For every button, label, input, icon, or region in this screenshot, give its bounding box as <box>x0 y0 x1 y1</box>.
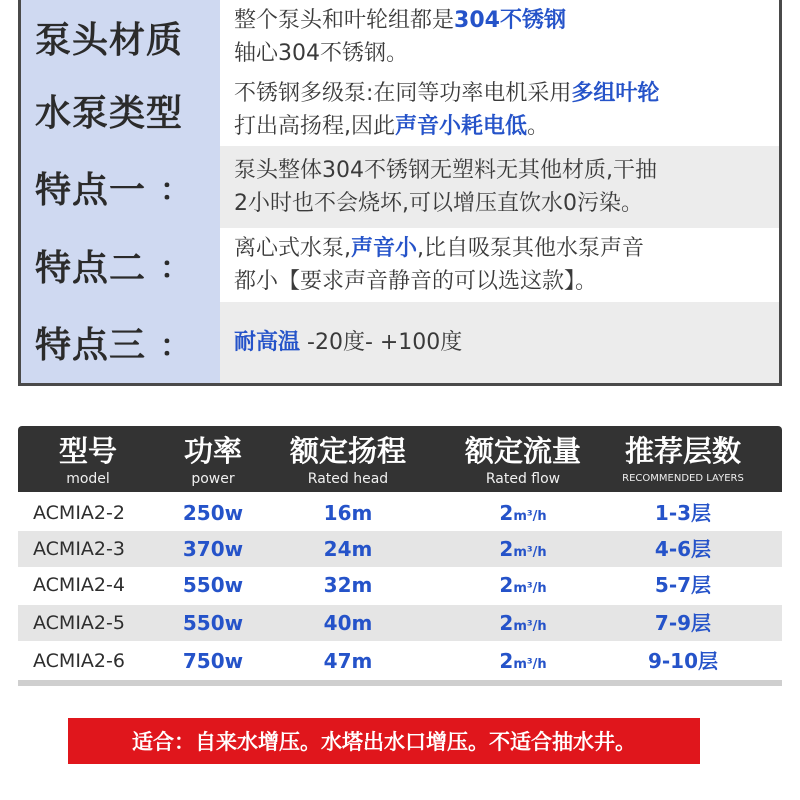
cell-power: 750w <box>182 649 244 673</box>
feature-label <box>21 0 220 74</box>
cell-power: 250w <box>182 501 244 525</box>
spec-table-header <box>18 426 782 492</box>
cell-layers: 5-7层 <box>654 573 712 597</box>
flow-value: 2 <box>499 501 514 525</box>
feature-row-2 <box>21 228 779 302</box>
feature-text <box>220 74 779 146</box>
feature-label-text: 特点二 <box>35 247 147 289</box>
cell-head: 47m <box>323 649 373 673</box>
header-en: Rated flow <box>485 471 561 487</box>
header-power <box>158 426 268 492</box>
table-row <box>18 567 782 603</box>
flow-unit: m³/h <box>513 657 547 672</box>
flow-unit: m³/h <box>513 545 547 560</box>
flow-unit: m³/h <box>513 619 547 634</box>
feature-label-text: 泵头材质 <box>35 19 184 61</box>
feature-text <box>220 146 779 228</box>
feature-line <box>234 154 779 187</box>
flow-unit: m³/h <box>513 581 547 596</box>
header-cn: 额定流量 <box>464 434 581 468</box>
feature-text-segment: 打出高扬程,因此 <box>234 114 395 139</box>
header-layers <box>598 426 768 492</box>
features-card <box>18 0 782 386</box>
header-cn: 功率 <box>183 434 242 468</box>
table-row <box>18 643 782 679</box>
cell-flow <box>448 495 598 531</box>
header-rated-head <box>268 426 428 492</box>
cell-model: ACMIA2-4 <box>33 574 125 596</box>
feature-line <box>234 37 779 70</box>
feature-row-pump-type <box>21 74 779 146</box>
flow-value: 2 <box>499 611 514 635</box>
feature-text-segment: 都小【要求声音静音的可以选这款】。 <box>234 269 598 294</box>
header-model <box>18 426 158 492</box>
cell-flow <box>448 531 598 567</box>
cell-layers: 9-10层 <box>647 649 719 673</box>
cell-power: 550w <box>182 573 244 597</box>
cell-model: ACMIA2-2 <box>33 502 125 524</box>
header-rated-flow <box>448 426 598 492</box>
cell-head: 40m <box>323 611 373 635</box>
cell-model: ACMIA2-6 <box>33 650 125 672</box>
feature-text <box>220 302 779 383</box>
cell-model: ACMIA2-3 <box>33 538 125 560</box>
feature-text-segment: 泵头整体304不锈钢无塑料无其他材质,干抽 <box>234 158 657 183</box>
cell-flow <box>448 567 598 603</box>
feature-line <box>234 110 779 143</box>
cell-head: 16m <box>323 501 373 525</box>
feature-line <box>234 4 779 37</box>
highlight-text: 多组叶轮 <box>571 81 660 106</box>
colon: ： <box>160 251 192 286</box>
flow-value: 2 <box>499 573 514 597</box>
table-bottom-rule <box>18 680 782 686</box>
feature-text-segment: 离心式水泵, <box>234 236 351 261</box>
feature-text-segment: -20度- +100度 <box>300 330 463 355</box>
table-row <box>18 495 782 531</box>
table-row <box>18 605 782 641</box>
cell-flow <box>448 605 598 641</box>
header-cn: 型号 <box>58 434 117 468</box>
flow-value: 2 <box>499 649 514 673</box>
feature-label-text: 水泵类型 <box>35 92 184 134</box>
feature-text-segment: 轴心304不锈钢。 <box>234 41 408 66</box>
feature-text-segment: 整个泵头和叶轮组都是 <box>234 8 455 33</box>
header-en: model <box>66 471 110 487</box>
feature-row-3 <box>21 302 779 383</box>
cell-head: 24m <box>323 537 373 561</box>
header-en: Rated head <box>307 471 389 487</box>
feature-text-segment: 。 <box>527 114 550 139</box>
header-cn: 额定扬程 <box>289 434 406 468</box>
highlight-text: 耐高温 <box>234 330 301 355</box>
feature-text-segment: ,比自吸泵其他水泵声音 <box>417 236 645 261</box>
cell-model: ACMIA2-5 <box>33 612 125 634</box>
header-cn: 推荐层数 <box>624 434 741 468</box>
feature-label <box>21 74 220 146</box>
usage-banner: 适合：自来水增压。水塔出水口增压。不适合抽水井。 <box>68 718 700 764</box>
feature-row-material <box>21 0 779 74</box>
feature-line <box>234 187 779 220</box>
feature-label <box>21 146 220 228</box>
colon: ： <box>160 173 192 208</box>
feature-line <box>234 77 779 110</box>
flow-unit: m³/h <box>513 509 547 524</box>
cell-layers: 4-6层 <box>654 537 712 561</box>
feature-label <box>21 302 220 383</box>
feature-text <box>220 228 779 302</box>
header-en: RECOMMENDED LAYERS <box>622 473 744 484</box>
feature-label-text: 特点三 <box>35 325 147 366</box>
cell-power: 550w <box>182 611 244 635</box>
cell-power: 370w <box>182 537 244 561</box>
table-row <box>18 531 782 567</box>
feature-line <box>234 326 779 359</box>
cell-layers: 1-3层 <box>654 501 712 525</box>
feature-text-segment: 2小时也不会烧坏,可以增压直饮水0污染。 <box>234 191 643 216</box>
feature-text <box>220 0 779 74</box>
colon: ： <box>160 328 192 364</box>
feature-line <box>234 265 779 298</box>
highlight-text: 304不锈钢 <box>454 8 566 33</box>
feature-label <box>21 228 220 302</box>
header-en: power <box>191 471 235 487</box>
cell-layers: 7-9层 <box>654 611 712 635</box>
highlight-text: 声音小 <box>351 236 418 261</box>
feature-text-segment: 不锈钢多级泵:在同等功率电机采用 <box>234 81 572 106</box>
feature-line <box>234 232 779 265</box>
highlight-text: 声音小耗电低 <box>395 114 528 139</box>
feature-row-1 <box>21 146 779 228</box>
flow-value: 2 <box>499 537 514 561</box>
cell-head: 32m <box>323 573 373 597</box>
feature-label-text: 特点一 <box>35 169 147 211</box>
cell-flow <box>448 643 598 679</box>
